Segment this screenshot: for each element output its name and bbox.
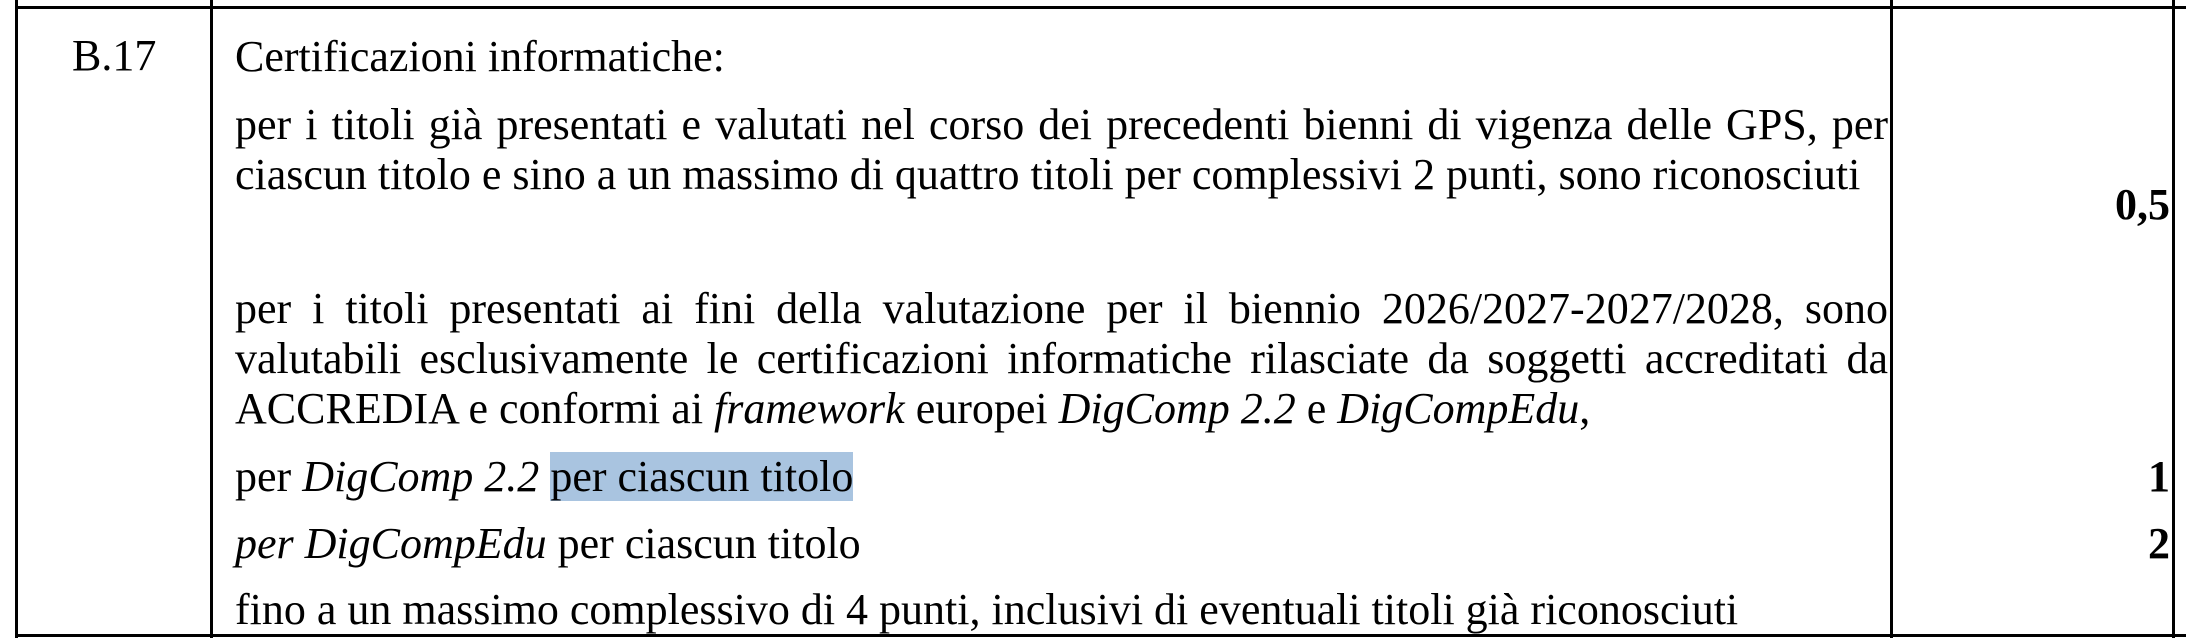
selected-text[interactable]: per ciascun titolo [550,452,854,501]
points-value-2: 1 [2148,452,2170,501]
digcomp-term: DigComp 2.2 [1058,384,1296,433]
column-divider-1 [210,0,213,638]
item-digcompedu-suffix: per ciascun titolo [546,519,861,568]
points-value-3: 2 [2148,519,2170,568]
para2-line3-text-g: , [1579,384,1591,433]
para2-line1: per i titoli presentati ai fini della valutazione per il biennio 2026/2027-2027/2028, sono [235,284,1888,333]
item-digcomp-prefix: per [235,452,303,501]
item-digcomp-term: DigComp 2.2 [302,452,540,501]
para2-line2: valutabili esclusivamente le certificazioni informatiche rilasciate da soggetti accreditati da [235,334,1888,383]
footer-note: fino a un massimo complessivo di 4 punti, inclusivi di eventuali titoli già riconosciuti [235,585,1739,634]
para1-line2: ciascun titolo e sino a un massimo di quattro titoli per complessivi 2 punti, sono riconosciuti [235,150,1861,199]
section-heading: Certificazioni informatiche: [235,32,725,81]
item-digcomp [235,452,853,502]
left-border [15,0,18,638]
item-digcompedu-term: per DigCompEdu [235,519,547,568]
column-divider-2 [1890,0,1893,638]
item-digcompedu [235,519,861,569]
points-value-1: 0,5 [2115,180,2170,229]
item-digcomp-space [539,452,550,501]
para2-line3-text-e: e [1295,384,1338,433]
digcompedu-term: DigCompEdu [1337,384,1580,433]
right-border [2172,0,2175,638]
framework-term: framework [714,384,905,433]
para2-line3 [235,384,1590,434]
top-border [15,6,2186,9]
para2-line3-text-c: europei [904,384,1059,433]
para2-line3-text-a: ACCREDIA e conformi ai [235,384,715,433]
row-code: B.17 [72,31,157,80]
para1-line1: per i titoli già presentati e valutati nel corso dei precedenti bienni di vigenza delle GPS, per [235,100,1888,149]
